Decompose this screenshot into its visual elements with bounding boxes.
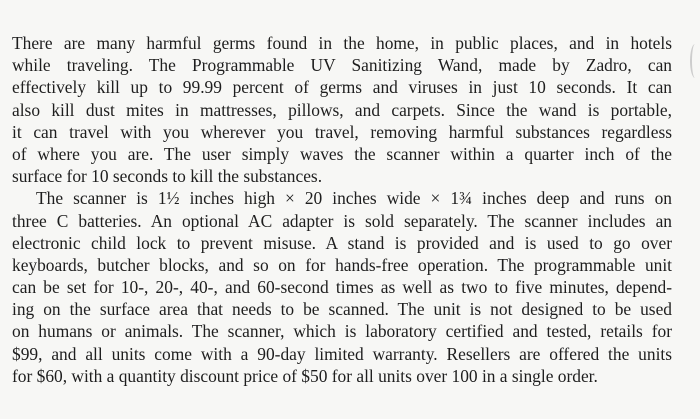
text-line: ing on the surface area that needs to be scanned. The unit is not designed to be used bbox=[12, 299, 672, 320]
text-line: keyboards, butcher blocks, and so on for hands-free operation. The programmable unit bbox=[12, 254, 672, 275]
text-line: three C batteries. An optional AC adapter is sold separately. The scanner includes an bbox=[12, 210, 672, 231]
text-line: can be set for 10-, 20-, 40-, and 60-second times as well as two to five minutes, depend- bbox=[12, 277, 672, 298]
body-text bbox=[12, 32, 672, 387]
text-line: The scanner is 1½ inches high × 20 inches wide × 1¾ inches deep and runs on bbox=[36, 188, 672, 209]
text-line: of where you are. The user simply waves the scanner within a quarter inch of the bbox=[12, 143, 672, 164]
text-line: for $60, with a quantity discount price of $50 for all units over 100 in a single order. bbox=[12, 365, 598, 386]
text-line: surface for 10 seconds to kill the substances. bbox=[12, 166, 323, 187]
text-line: There are many harmful germs found in the home, in public places, and in hotels bbox=[12, 33, 672, 53]
text-line: while traveling. The Programmable UV Sanitizing Wand, made by Zadro, can bbox=[12, 55, 672, 76]
text-line: also kill dust mites in mattresses, pillows, and carpets. Since the wand is portable, bbox=[12, 99, 672, 120]
text-line: it can travel with you wherever you travel, removing harmful substances regardless bbox=[12, 121, 672, 142]
text-line: electronic child lock to prevent misuse. A stand is provided and is used to go over bbox=[12, 232, 672, 253]
text-line: on humans or animals. The scanner, which is laboratory certified and tested, retails for bbox=[12, 321, 672, 342]
page-edge-curl bbox=[690, 44, 700, 78]
text-line: $99, and all units come with a 90-day limited warranty. Resellers are offered the units bbox=[12, 343, 672, 364]
text-line: effectively kill up to 99.99 percent of germs and viruses in just 10 seconds. It can bbox=[12, 77, 672, 98]
paragraph-2 bbox=[12, 187, 672, 387]
paragraph-1 bbox=[12, 32, 672, 187]
